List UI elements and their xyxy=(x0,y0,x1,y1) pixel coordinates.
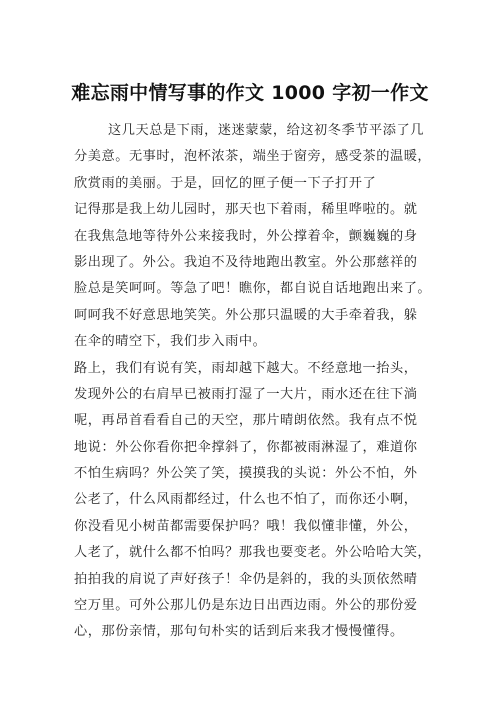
body-line: 路上，我们有说有笑，雨却越下越大。不经意地一抬头， xyxy=(74,360,418,376)
body-line: 公老了，什么风雨都经过，什么也不怕了，而你还小啊， xyxy=(74,492,418,508)
body-line: 在我焦急地等待外公来接我时，外公撑着伞，颤巍巍的身 xyxy=(74,228,418,244)
body-line: 分美意。无事时，泡杯浓茶，端坐于窗旁，感受茶的温暖， xyxy=(74,149,432,165)
body-line: 你没看见小树苗都需要保护吗？哦！我似懂非懂，外公， xyxy=(74,518,418,534)
body-line: 记得那是我上幼儿园时，那天也下着雨，稀里哗啦的。就 xyxy=(74,202,418,218)
document-body xyxy=(74,118,432,646)
document-title: 难忘雨中情写事的作文 1000 字初一作文 xyxy=(71,82,429,104)
body-line: 呵呵我不好意思地笑笑。外公那只温暖的大手牵着我，躲 xyxy=(74,307,418,323)
body-line: 心，那份亲情，那句句朴实的话到后来我才慢慢懂得。 xyxy=(74,624,404,640)
body-line: 呢，再昂首看看自己的天空，那片晴朗依然。我有点不悦 xyxy=(74,413,418,429)
body-line: 这几天总是下雨，迷迷蒙蒙，给这初冬季节平添了几 xyxy=(108,123,424,138)
body-line: 不怕生病吗？外公笑了笑，摸摸我的头说：外公不怕，外 xyxy=(74,466,418,482)
body-line: 在伞的晴空下，我们步入雨中。 xyxy=(74,334,267,350)
body-line: 发现外公的右肩早已被雨打湿了一大片，雨水还在往下淌 xyxy=(74,386,418,402)
body-line: 人老了，就什么都不怕吗？那我也要变老。外公哈哈大笑， xyxy=(74,545,432,561)
body-line: 影出现了。外公。我迫不及待地跑出教室。外公那慈祥的 xyxy=(74,254,418,270)
body-line: 脸总是笑呵呵。等急了吧！瞧你，都自说自话地跑出来了。 xyxy=(74,281,432,297)
body-line: 欣赏雨的美丽。于是，回忆的匣子便一下子打开了 xyxy=(74,175,377,191)
body-line: 地说：外公你看你把伞撑斜了，你都被雨淋湿了，难道你 xyxy=(74,439,418,455)
body-line: 拍拍我的肩说了声好孩子！伞仍是斜的，我的头顶依然晴 xyxy=(74,571,418,587)
body-line: 空万里。可外公那儿仍是东边日出西边雨。外公的那份爱 xyxy=(74,598,418,614)
